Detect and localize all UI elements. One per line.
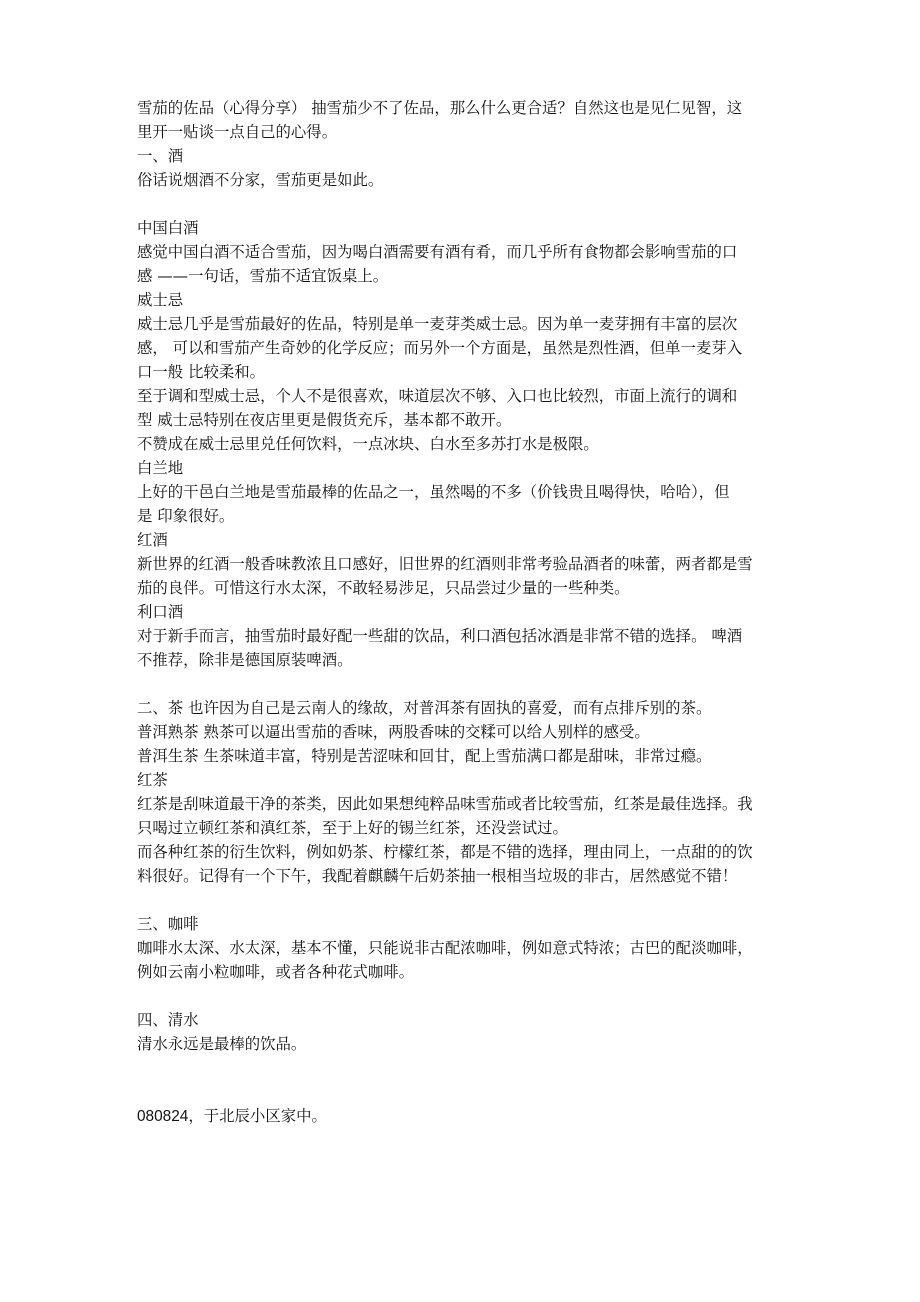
text-line: 感 ——一句话，雪茄不适宜饭桌上。 [137,267,389,285]
document-body [137,96,787,1128]
text-line: 普洱熟茶 熟茶可以逼出雪茄的香味，两股香味的交糅可以给人别样的感受。 [137,723,650,741]
text-line: 例如云南小粒咖啡，或者各种花式咖啡。 [137,963,415,981]
text-line: 咖啡水太深、水太深，基本不懂，只能说非古配浓咖啡，例如意式特浓；古巴的配淡咖啡， [137,939,753,957]
text-line: 而各种红茶的衍生饮料，例如奶茶、柠檬红茶，都是不错的选择，理由同上，一点甜的的饮 [137,843,753,861]
subheading-baijiu: 中国白酒 [137,219,199,237]
subheading-liqueur: 利口酒 [137,603,184,621]
date-number: 080824 [137,1108,189,1125]
section-heading-liquor: 一、酒 [137,147,184,165]
text-line: 是 印象很好。 [137,507,235,525]
blank-line [137,672,787,696]
subheading-red-wine: 红酒 [137,531,168,549]
text-line: 型 威士忌特别在夜店里更是假货充斥，基本都不敢开。 [137,411,512,429]
text-line: 只喝过立顿红茶和滇红茶，至于上好的锡兰红茶，还没尝试过。 [137,819,568,837]
text-line: 上好的干邑白兰地是雪茄最棒的佐品之一，虽然喝的不多（价钱贵且喝得快，哈哈），但 [137,483,730,501]
blank-line [137,192,787,216]
subheading-black-tea: 红茶 [137,771,168,789]
text-line: 感， 可以和雪茄产生奇妙的化学反应；而另外一个方面是，虽然是烈性酒，但单一麦芽入 [137,339,743,357]
text-line: 俗话说烟酒不分家，雪茄更是如此。 [137,171,384,189]
blank-line [137,984,787,1008]
subheading-brandy: 白兰地 [137,459,184,477]
text-line: 不推荐，除非是德国原装啤酒。 [137,651,353,669]
text-line: 普洱生茶 生茶味道丰富，特别是苦涩味和回甘，配上雪茄满口都是甜味，非常过瘾。 [137,747,712,765]
text-line: 口一般 比较柔和。 [137,363,266,381]
section-heading-tea: 二、茶 也许因为自己是云南人的缘故，对普洱茶有固执的喜爱，而有点排斥别的茶。 [137,699,712,717]
text-line: 不赞成在威士忌里兑任何饮料，一点冰块、白水至多苏打水是极限。 [137,435,599,453]
text-line: 新世界的红酒一般香味教浓且口感好，旧世界的红酒则非常考验品酒者的味蕾，两者都是雪 [137,555,753,573]
text-line: 对于新手而言，抽雪茄时最好配一些甜的饮品，利口酒包括冰酒是非常不错的选择。 啤酒 [137,627,743,645]
section-heading-coffee: 三、咖啡 [137,915,199,933]
text-line: 茄的良伴。可惜这行水太深，不敢轻易涉足，只品尝过少量的一些种类。 [137,579,630,597]
text-line: 雪茄的佐品（心得分享） 抽雪茄少不了佐品，那么什么更合适？自然这也是见仁见智，这 [137,99,743,117]
subheading-whisky: 威士忌 [137,291,184,309]
text-line: 料很好。记得有一个下午，我配着麒麟午后奶茶抽一根相当垃圾的非古，居然感觉不错！ [137,867,738,885]
text-line: 至于调和型威士忌，个人不是很喜欢，味道层次不够、入口也比较烈，市面上流行的调和 [137,387,738,405]
text-line: 感觉中国白酒不适合雪茄，因为喝白酒需要有酒有肴，而几乎所有食物都会影响雪茄的口 [137,243,738,261]
section-heading-water: 四、清水 [137,1011,199,1029]
date-location-text: ，于北辰小区家中。 [188,1107,327,1125]
blank-line [137,888,787,912]
text-line: 清水永远是最棒的饮品。 [137,1035,307,1053]
date-location-line [137,1104,787,1128]
text-line: 红茶是刮味道最干净的茶类，因此如果想纯粹品味雪茄或者比较雪茄，红茶是最佳选择。我 [137,795,753,813]
text-line: 威士忌几乎是雪茄最好的佐品，特别是单一麦芽类威士忌。因为单一麦芽拥有丰富的层次 [137,315,738,333]
text-line: 里开一贴谈一点自己的心得。 [137,123,338,141]
